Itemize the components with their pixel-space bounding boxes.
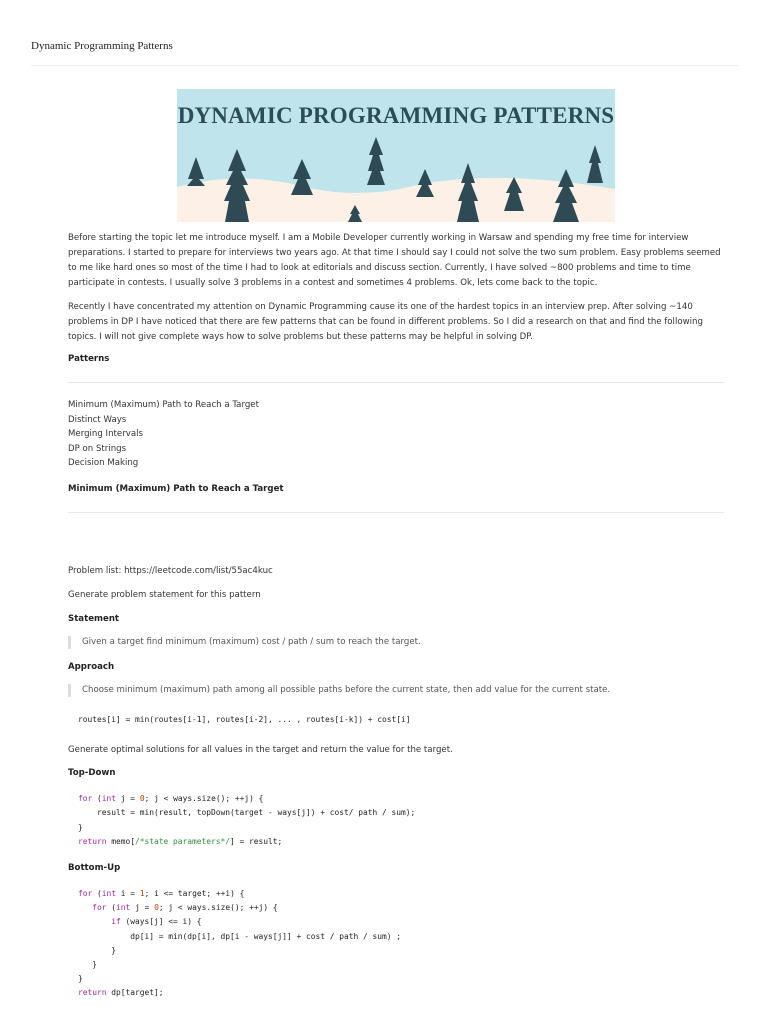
code-line — [78, 986, 724, 1000]
code-keyword: return — [78, 836, 107, 846]
code-keyword: int — [116, 903, 131, 913]
code-keyword: for — [78, 888, 93, 898]
code-line — [78, 792, 724, 806]
code-text: j = — [116, 794, 140, 804]
code-text — [78, 917, 111, 926]
code-line — [78, 835, 724, 849]
bottom-up-code — [78, 887, 724, 1001]
code-text: ] = result; — [230, 836, 283, 846]
pattern-item: Minimum (Maximum) Path to Reach a Target — [68, 400, 259, 410]
code-line: result = min(result, topDown(target - ways[j]) + cost/ path / sum); — [78, 808, 416, 818]
intro-paragraph: Recently I have concentrated my attention on Dynamic Programming cause its one of the hardest topics in an interview prep. After solving ~140 problems in DP I have noticed that there are few patterns that can be found in different problems. So I did a research on that and find the following topics. I will not give complete ways how to solve problems but these patterns may be helpful in solving DP. — [68, 302, 703, 342]
code-line: } — [78, 945, 117, 955]
problem-list-link[interactable]: Problem list: https://leetcode.com/list/55ac4kuc — [68, 565, 273, 576]
section-heading: Minimum (Maximum) Path to Reach a Target — [68, 483, 284, 494]
approach-heading: Approach — [68, 661, 115, 672]
code-text: ( — [106, 903, 117, 913]
code-number: 1 — [139, 888, 145, 898]
generate-statement-text: Generate problem statement for this pattern — [68, 589, 261, 600]
approach-quote: Choose minimum (maximum) path among all possible paths before the current state, then add value for the current state. — [68, 684, 724, 697]
code-text: memo[ — [106, 836, 136, 846]
code-keyword: for — [92, 903, 107, 913]
top-down-code — [78, 792, 724, 849]
banner-image — [177, 89, 615, 222]
code-line: dp[i] = min(dp[i], dp[i - ways[j]] + cost / path / sum) ; — [78, 931, 402, 941]
top-down-heading: Top-Down — [68, 768, 116, 779]
bottom-up-heading: Bottom-Up — [68, 862, 121, 873]
code-text: (ways[j] <= i) { — [120, 917, 202, 927]
code-keyword: int — [101, 794, 117, 804]
pattern-item: DP on Strings — [68, 443, 127, 454]
code-line — [78, 915, 724, 929]
patterns-heading: Patterns — [68, 354, 110, 364]
code-number: 0 — [154, 903, 159, 913]
code-text: j = — [130, 903, 155, 913]
code-line: } — [78, 960, 98, 969]
code-line: } — [78, 822, 83, 832]
patterns-divider — [68, 382, 724, 383]
code-line — [78, 901, 724, 915]
pattern-item: Distinct Ways — [68, 414, 127, 425]
code-line — [78, 887, 724, 901]
statement-heading: Statement — [68, 613, 120, 624]
code-text: ( — [92, 888, 102, 898]
patterns-list — [68, 398, 724, 471]
intro-paragraph: Before starting the topic let me introduce myself. I am a Mobile Developer currently working in Warsaw and spending my free time for interview preparations. I started to prepare for interviews two years ago. At that time I should say I could not solve the two sum problem. Easy problems seemed to me like hard ones so most of the time I had to look at editorials and discuss section. Currently, I have solved ~800 problems and time to time participate in contests. I usually solve 3 problems in a contest and sometimes 4 problems. Ok, lets come back to the topic. — [68, 233, 721, 288]
routes-formula-code: routes[i] = min(routes[i-1], routes[i-2], ... , routes[i-k]) + cost[i] — [78, 714, 411, 724]
top-divider — [31, 65, 738, 66]
pattern-item: Decision Making — [68, 458, 139, 469]
pattern-item: Merging Intervals — [68, 429, 143, 440]
code-keyword: return — [78, 988, 107, 998]
code-text: i = — [116, 888, 140, 898]
code-keyword: if — [111, 917, 121, 927]
code-number: 0 — [139, 794, 145, 804]
code-text: ; i <= target; ++i) { — [144, 888, 245, 898]
code-text: ; j < ways.size(); ++j) { — [144, 794, 264, 804]
generate-solutions-text: Generate optimal solutions for all values in the target and return the value for the target. — [68, 745, 453, 756]
code-comment: /*state parameters*/ — [135, 836, 231, 846]
banner-title: DYNAMIC PROGRAMMING PATTERNS — [177, 103, 615, 128]
page-title: Dynamic Programming Patterns — [31, 40, 173, 52]
section-divider — [68, 512, 724, 513]
code-text: dp[target]; — [106, 988, 164, 998]
code-keyword: for — [78, 794, 93, 804]
code-text: ( — [92, 794, 102, 804]
code-text: ; j < ways.size(); ++j) { — [158, 903, 278, 913]
code-text — [78, 903, 92, 912]
article-body — [68, 231, 724, 1001]
code-keyword: int — [101, 888, 117, 898]
statement-quote: Given a target find minimum (maximum) cost / path / sum to reach the target. — [68, 636, 724, 649]
code-line: } — [78, 974, 83, 984]
